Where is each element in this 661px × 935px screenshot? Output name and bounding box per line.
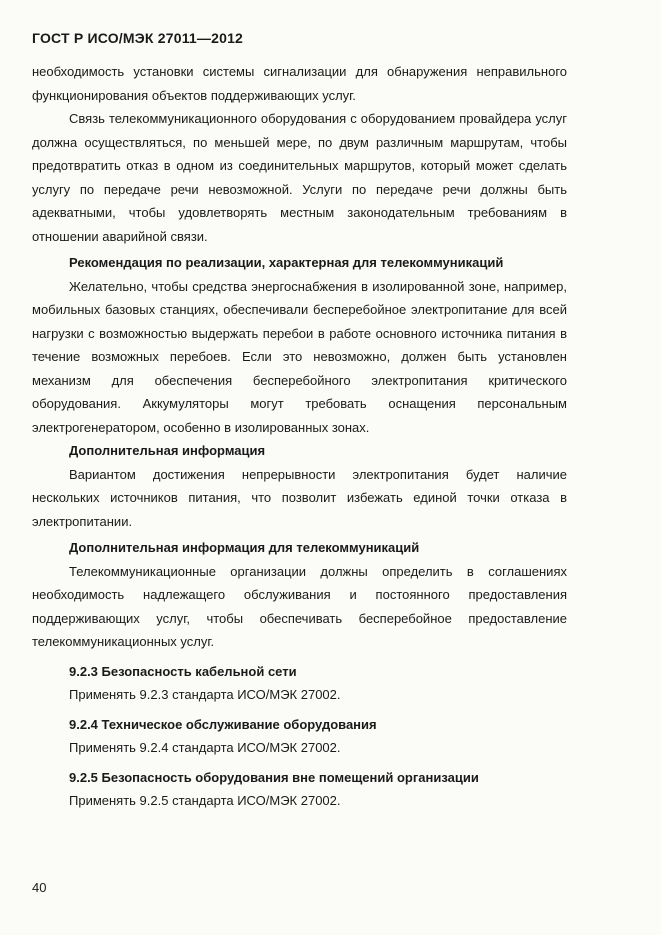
paragraph-power-supply: Желательно, чтобы средства энергоснабжения в изолированной зоне, например, мобильных базовых станциях, обеспечивали бесперебойное электропитание для всей нагрузки с возможностью выдержать перебои в работе основного источника питания в течение возможных перебоев. Если это невозможно, должен быть установлен механизм для обеспечения бесперебойного электропитания критического оборудования. Аккумуляторы могут требовать оснащения персональным электрогенератором, особенно в изолированных зонах. <box>32 278 567 435</box>
section-text-9-2-4: Применять 9.2.4 стандарта ИСО/МЭК 27002. <box>69 740 341 755</box>
heading-additional-info: Дополнительная информация <box>69 443 266 458</box>
paragraph-power-continuity: Вариантом достижения непрерывности электропитания будет наличие нескольких источников питания, что позволит избежать единой точки отказа в электропитании. <box>32 466 567 529</box>
document-body <box>32 60 567 813</box>
paragraph-continuation: необходимость установки системы сигнализации для обнаружения неправильного функционирования объектов поддерживающих услуг. <box>32 64 567 103</box>
section-title-9-2-3: 9.2.3 Безопасность кабельной сети <box>69 663 297 679</box>
page-number: 40 <box>32 880 47 895</box>
section-title-9-2-5: 9.2.5 Безопасность оборудования вне помещений организации <box>69 769 479 785</box>
heading-additional-info-telecom: Дополнительная информация для телекоммуникаций <box>69 540 420 555</box>
section-text-9-2-5: Применять 9.2.5 стандарта ИСО/МЭК 27002. <box>69 793 341 808</box>
paragraph-telecom-agreements: Телекоммуникационные организации должны определить в соглашениях необходимость надлежащего обслуживания и постоянного предоставления поддерживающих услуг, чтобы обеспечивать бесперебойное предоставление телекоммуникационных услуг. <box>32 563 567 649</box>
section-title-9-2-4: 9.2.4 Техническое обслуживание оборудования <box>69 716 377 732</box>
paragraph-communication-routes: Связь телекоммуникационного оборудования с оборудованием провайдера услуг должна осуществляться, по меньшей мере, по двум различным маршрутам, чтобы предотвратить отказ в одном из соединительных маршрутов, который может сделать услугу по передаче речи невозможной. Услуги по передаче речи должны быть адекватными, чтобы удовлетворять местным законодательным требованиям в отношении аварийной связи. <box>32 111 567 244</box>
section-text-9-2-3: Применять 9.2.3 стандарта ИСО/МЭК 27002. <box>69 687 341 702</box>
document-header: ГОСТ Р ИСО/МЭК 27011—2012 <box>32 30 244 46</box>
heading-telecom-recommendation: Рекомендация по реализации, характерная для телекоммуникаций <box>69 255 504 270</box>
